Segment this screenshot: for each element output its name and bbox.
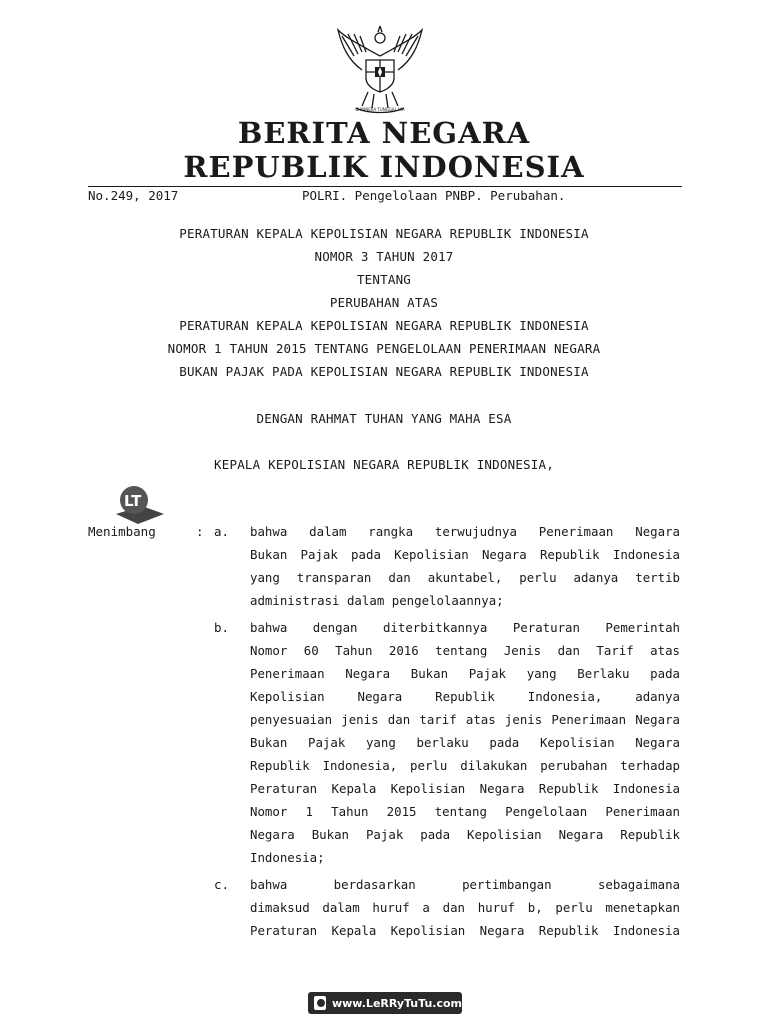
regulation-title-line: PERUBAHAN ATAS bbox=[329, 295, 439, 310]
regulation-title-line: NOMOR 1 TAHUN 2015 TENTANG PENGELOLAAN PENERIMAAN NEGARA bbox=[167, 341, 601, 356]
document-title-line2: REPUBLIK INDONESIA bbox=[183, 150, 585, 184]
item-line: dimaksud dalam huruf a dan huruf b, perlu menetapkan bbox=[250, 900, 680, 915]
authority-line: KEPALA KEPOLISIAN NEGARA REPUBLIK INDONESIA, bbox=[214, 457, 554, 472]
regulation-title-line: PERATURAN KEPALA KEPOLISIAN NEGARA REPUBLIK INDONESIA bbox=[179, 318, 589, 333]
item-line: penyesuaian jenis dan tarif atas jenis Penerimaan Negara bbox=[250, 712, 680, 727]
regulation-title-line: NOMOR 3 TAHUN 2017 bbox=[314, 249, 454, 264]
item-line: bahwa dengan diterbitkannya Peraturan Pemerintah bbox=[250, 620, 680, 635]
item-line: administrasi dalam pengelolaannya; bbox=[250, 593, 504, 608]
regulation-title-line: PERATURAN KEPALA KEPOLISIAN NEGARA REPUBLIK INDONESIA bbox=[179, 226, 589, 241]
item-line: Penerimaan Negara Bukan Pajak yang Berlaku pada bbox=[250, 666, 680, 681]
item-line: Republik Indonesia, perlu dilakukan perubahan terhadap bbox=[250, 758, 680, 773]
source-watermark-link[interactable] bbox=[308, 992, 462, 1014]
gazette-topic: POLRI. Pengelolaan PNBP. Perubahan. bbox=[302, 188, 566, 203]
gazette-number: No.249, 2017 bbox=[88, 188, 179, 203]
blessing-line: DENGAN RAHMAT TUHAN YANG MAHA ESA bbox=[256, 411, 512, 426]
item-line: bahwa berdasarkan pertimbangan sebagaimana bbox=[250, 877, 680, 892]
item-line: Bukan Pajak pada Kepolisian Negara Republik Indonesia bbox=[250, 547, 680, 562]
item-letter: b. bbox=[214, 620, 230, 635]
item-line: bahwa dalam rangka terwujudnya Penerimaan Negara bbox=[250, 524, 680, 539]
regulation-title-line: TENTANG bbox=[356, 272, 412, 287]
item-line: Kepolisian Negara Republik Indonesia, adanya bbox=[250, 689, 680, 704]
title-divider bbox=[88, 186, 682, 187]
item-letter: a. bbox=[214, 524, 230, 539]
emblem-motto: BHINNEKA TUNGGAL IKA bbox=[355, 107, 405, 112]
item-line: Nomor 60 Tahun 2016 tentang Jenis dan Tarif atas bbox=[250, 643, 680, 658]
garuda-emblem-icon bbox=[332, 26, 428, 116]
camera-icon bbox=[314, 996, 326, 1010]
source-url: www.LeRRyTuTu.com bbox=[331, 996, 462, 1010]
item-line: Peraturan Kepala Kepolisian Negara Republik Indonesia bbox=[250, 781, 680, 796]
item-letter: c. bbox=[214, 877, 230, 892]
item-line: Indonesia; bbox=[250, 850, 325, 865]
considering-colon: : bbox=[196, 524, 204, 539]
lt-watermark-logo-icon bbox=[112, 484, 166, 526]
item-line: Negara Bukan Pajak pada Kepolisian Negara Republik bbox=[250, 827, 680, 842]
regulation-title-line: BUKAN PAJAK PADA KEPOLISIAN NEGARA REPUBLIK INDONESIA bbox=[179, 364, 589, 379]
item-line: Peraturan Kepala Kepolisian Negara Republik Indonesia bbox=[250, 923, 680, 938]
item-line: Nomor 1 Tahun 2015 tentang Pengelolaan Penerimaan bbox=[250, 804, 680, 819]
lt-logo-text: LT bbox=[124, 492, 142, 510]
document-title-line1: BERITA NEGARA bbox=[237, 116, 531, 150]
item-line: Bukan Pajak yang berlaku pada Kepolisian Negara bbox=[250, 735, 680, 750]
considering-label: Menimbang bbox=[88, 524, 156, 539]
item-line: yang transparan dan akuntabel, perlu adanya tertib bbox=[250, 570, 680, 585]
